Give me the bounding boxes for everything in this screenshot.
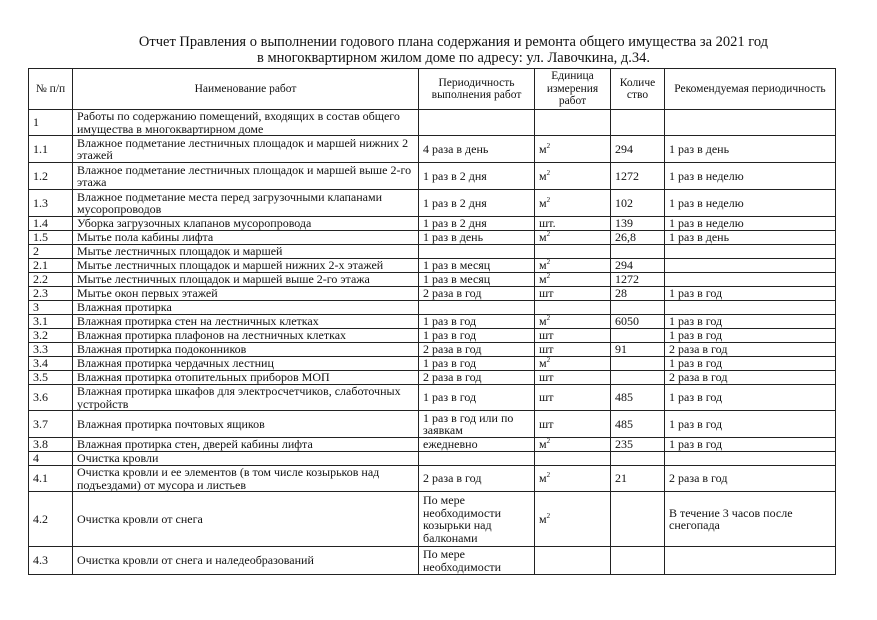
cell-qty: 6050 xyxy=(611,315,665,329)
table-row xyxy=(29,110,836,136)
cell-num: 2.2 xyxy=(29,273,73,287)
cell-period: 1 раз в 2 дня xyxy=(419,163,535,190)
cell-num: 2.3 xyxy=(29,287,73,301)
cell-name: Влажная протирка отопительных приборов МОП xyxy=(73,371,419,385)
cell-unit: шт. xyxy=(535,217,611,231)
cell-period: 1 раз в день xyxy=(419,231,535,245)
cell-rec: 1 раз в день xyxy=(665,136,836,163)
cell-unit: $м^2$ xyxy=(535,231,611,245)
cell-period: 1 раз в месяц xyxy=(419,273,535,287)
cell-unit xyxy=(535,301,611,315)
cell-name: Мытье лестничных площадок и маршей выше 2-го этажа xyxy=(73,273,419,287)
table-row xyxy=(29,231,836,245)
cell-period: 1 раз в месяц xyxy=(419,259,535,273)
cell-rec xyxy=(665,259,836,273)
cell-unit xyxy=(535,452,611,466)
cell-qty: 21 xyxy=(611,466,665,492)
table-header-row xyxy=(29,69,836,110)
cell-name: Очистка кровли и ее элементов (в том числе козырьков над подъездами) от мусора и листьев xyxy=(73,466,419,492)
cell-period xyxy=(419,110,535,136)
cell-period xyxy=(419,301,535,315)
table-row xyxy=(29,466,836,492)
table-row xyxy=(29,411,836,438)
cell-name: Влажное подметание места перед загрузочными клапанами мусоропроводов xyxy=(73,190,419,217)
cell-unit: шт xyxy=(535,385,611,411)
cell-unit: $м^2$ xyxy=(535,438,611,452)
cell-name: Влажная протирка плафонов на лестничных клетках xyxy=(73,329,419,343)
cell-name: Мытье пола кабины лифта xyxy=(73,231,419,245)
cell-qty: 485 xyxy=(611,385,665,411)
cell-rec xyxy=(665,110,836,136)
cell-unit: $м^2$ xyxy=(535,136,611,163)
cell-rec: 1 раз в год xyxy=(665,287,836,301)
cell-rec xyxy=(665,273,836,287)
cell-qty xyxy=(611,301,665,315)
cell-qty: 294 xyxy=(611,136,665,163)
cell-period: 1 раз в год xyxy=(419,329,535,343)
cell-name: Влажная протирка шкафов для электросчетчиков, слаботочных устройств xyxy=(73,385,419,411)
cell-qty: 1272 xyxy=(611,163,665,190)
cell-rec: 1 раз в год xyxy=(665,438,836,452)
cell-name: Мытье лестничных площадок и маршей нижних 2-х этажей xyxy=(73,259,419,273)
cell-qty xyxy=(611,110,665,136)
cell-num: 3.8 xyxy=(29,438,73,452)
cell-unit: шт xyxy=(535,371,611,385)
cell-unit: $м^2$ xyxy=(535,259,611,273)
cell-name: Влажная протирка подоконников xyxy=(73,343,419,357)
cell-unit: $м^2$ xyxy=(535,190,611,217)
table-row xyxy=(29,385,836,411)
title-line-1: Отчет Правления о выполнении годового плана содержания и ремонта общего имущества за 2021 год xyxy=(138,34,769,50)
cell-qty: 235 xyxy=(611,438,665,452)
cell-name: Влажная протирка чердачных лестниц xyxy=(73,357,419,371)
cell-qty: 26,8 xyxy=(611,231,665,245)
cell-unit: $м^2$ xyxy=(535,492,611,547)
cell-name: Работы по содержанию помещений, входящих в состав общего имущества в многоквартирном доме xyxy=(73,110,419,136)
cell-qty: 91 xyxy=(611,343,665,357)
table-row xyxy=(29,287,836,301)
table-row xyxy=(29,190,836,217)
cell-unit: шт xyxy=(535,329,611,343)
cell-num: 1.5 xyxy=(29,231,73,245)
table-row xyxy=(29,357,836,371)
cell-period: 2 раза в год xyxy=(419,287,535,301)
cell-num: 3.5 xyxy=(29,371,73,385)
cell-num: 3.1 xyxy=(29,315,73,329)
cell-rec: 2 раза в год xyxy=(665,343,836,357)
cell-qty: 28 xyxy=(611,287,665,301)
cell-rec: 1 раз в год xyxy=(665,357,836,371)
cell-qty xyxy=(611,357,665,371)
cell-period: 2 раза в год xyxy=(419,371,535,385)
cell-unit: шт xyxy=(535,287,611,301)
table-row xyxy=(29,343,836,357)
table-row xyxy=(29,259,836,273)
cell-qty: 1272 xyxy=(611,273,665,287)
cell-name: Влажная протирка xyxy=(73,301,419,315)
cell-rec: 2 раза в год xyxy=(665,371,836,385)
table-row xyxy=(29,371,836,385)
cell-num: 1.4 xyxy=(29,217,73,231)
table-row xyxy=(29,438,836,452)
cell-period: 1 раз в 2 дня xyxy=(419,190,535,217)
cell-unit xyxy=(535,110,611,136)
cell-rec xyxy=(665,452,836,466)
cell-num: 4.3 xyxy=(29,547,73,575)
cell-period: По мере необходимости козырьки над балконами xyxy=(419,492,535,547)
cell-qty xyxy=(611,371,665,385)
table-row xyxy=(29,301,836,315)
cell-period: 1 раз в год или по заявкам xyxy=(419,411,535,438)
table-row xyxy=(29,136,836,163)
header-rec: Рекомендуемая периодичность xyxy=(665,69,836,110)
cell-unit: $м^2$ xyxy=(535,466,611,492)
cell-qty xyxy=(611,245,665,259)
cell-num: 4.1 xyxy=(29,466,73,492)
cell-unit: $м^2$ xyxy=(535,315,611,329)
cell-period: 1 раз в год xyxy=(419,357,535,371)
cell-qty: 139 xyxy=(611,217,665,231)
cell-rec: 1 раз в год xyxy=(665,315,836,329)
cell-period: 1 раз в год xyxy=(419,385,535,411)
cell-qty xyxy=(611,452,665,466)
cell-period: 2 раза в год xyxy=(419,466,535,492)
cell-rec: 1 раз в год xyxy=(665,411,836,438)
works-table xyxy=(28,68,836,575)
cell-rec xyxy=(665,245,836,259)
cell-qty: 102 xyxy=(611,190,665,217)
cell-unit xyxy=(535,245,611,259)
header-period: Периодичность выполнения работ xyxy=(419,69,535,110)
cell-period: ежедневно xyxy=(419,438,535,452)
cell-unit: $м^2$ xyxy=(535,357,611,371)
cell-rec: 2 раза в год xyxy=(665,466,836,492)
cell-qty xyxy=(611,547,665,575)
cell-period: По мере необходимости xyxy=(419,547,535,575)
cell-qty xyxy=(611,329,665,343)
table-row xyxy=(29,217,836,231)
cell-period: 1 раз в год xyxy=(419,315,535,329)
document-title xyxy=(0,34,877,66)
table-row xyxy=(29,547,836,575)
cell-num: 1.3 xyxy=(29,190,73,217)
cell-num: 3.6 xyxy=(29,385,73,411)
cell-name: Уборка загрузочных клапанов мусоропровода xyxy=(73,217,419,231)
cell-rec: 1 раз в неделю xyxy=(665,190,836,217)
cell-period: 1 раз в 2 дня xyxy=(419,217,535,231)
title-line-2: в многоквартирном жилом доме по адресу: ул. Лавочкина, д.34. xyxy=(256,50,651,66)
table-row xyxy=(29,329,836,343)
cell-num: 3.4 xyxy=(29,357,73,371)
cell-rec xyxy=(665,301,836,315)
cell-num: 4.2 xyxy=(29,492,73,547)
table-row xyxy=(29,273,836,287)
table-row xyxy=(29,163,836,190)
cell-unit xyxy=(535,547,611,575)
cell-name: Мытье окон первых этажей xyxy=(73,287,419,301)
cell-rec: 1 раз в день xyxy=(665,231,836,245)
table-row xyxy=(29,315,836,329)
cell-period xyxy=(419,452,535,466)
cell-num: 3.3 xyxy=(29,343,73,357)
cell-num: 4 xyxy=(29,452,73,466)
table-row xyxy=(29,492,836,547)
cell-num: 2 xyxy=(29,245,73,259)
table-row xyxy=(29,452,836,466)
header-unit: Единица измерения работ xyxy=(535,69,611,110)
cell-num: 3.2 xyxy=(29,329,73,343)
cell-num: 2.1 xyxy=(29,259,73,273)
cell-qty: 485 xyxy=(611,411,665,438)
cell-name: Влажная протирка стен, дверей кабины лифта xyxy=(73,438,419,452)
cell-unit: шт xyxy=(535,411,611,438)
cell-name: Влажное подметание лестничных площадок и маршей выше 2-го этажа xyxy=(73,163,419,190)
cell-name: Мытье лестничных площадок и маршей xyxy=(73,245,419,259)
cell-num: 3 xyxy=(29,301,73,315)
cell-rec: В течение 3 часов после снегопада xyxy=(665,492,836,547)
cell-name: Влажная протирка стен на лестничных клетках xyxy=(73,315,419,329)
cell-num: 1.2 xyxy=(29,163,73,190)
cell-period xyxy=(419,245,535,259)
table-row xyxy=(29,245,836,259)
header-qty: Количе ство xyxy=(611,69,665,110)
cell-name: Влажная протирка почтовых ящиков xyxy=(73,411,419,438)
cell-name: Очистка кровли от снега и наледеобразований xyxy=(73,547,419,575)
cell-unit: $м^2$ xyxy=(535,273,611,287)
cell-qty: 294 xyxy=(611,259,665,273)
cell-rec: 1 раз в неделю xyxy=(665,217,836,231)
cell-name: Очистка кровли xyxy=(73,452,419,466)
cell-unit: $м^2$ xyxy=(535,163,611,190)
cell-name: Очистка кровли от снега xyxy=(73,492,419,547)
cell-num: 1.1 xyxy=(29,136,73,163)
cell-name: Влажное подметание лестничных площадок и маршей нижних 2 этажей xyxy=(73,136,419,163)
cell-rec: 1 раз в год xyxy=(665,329,836,343)
cell-unit: шт xyxy=(535,343,611,357)
cell-rec: 1 раз в год xyxy=(665,385,836,411)
cell-qty xyxy=(611,492,665,547)
header-name: Наименование работ xyxy=(73,69,419,110)
cell-rec xyxy=(665,547,836,575)
cell-num: 1 xyxy=(29,110,73,136)
cell-rec: 1 раз в неделю xyxy=(665,163,836,190)
cell-num: 3.7 xyxy=(29,411,73,438)
header-num: № п/п xyxy=(29,69,73,110)
cell-period: 2 раза в год xyxy=(419,343,535,357)
cell-period: 4 раза в день xyxy=(419,136,535,163)
